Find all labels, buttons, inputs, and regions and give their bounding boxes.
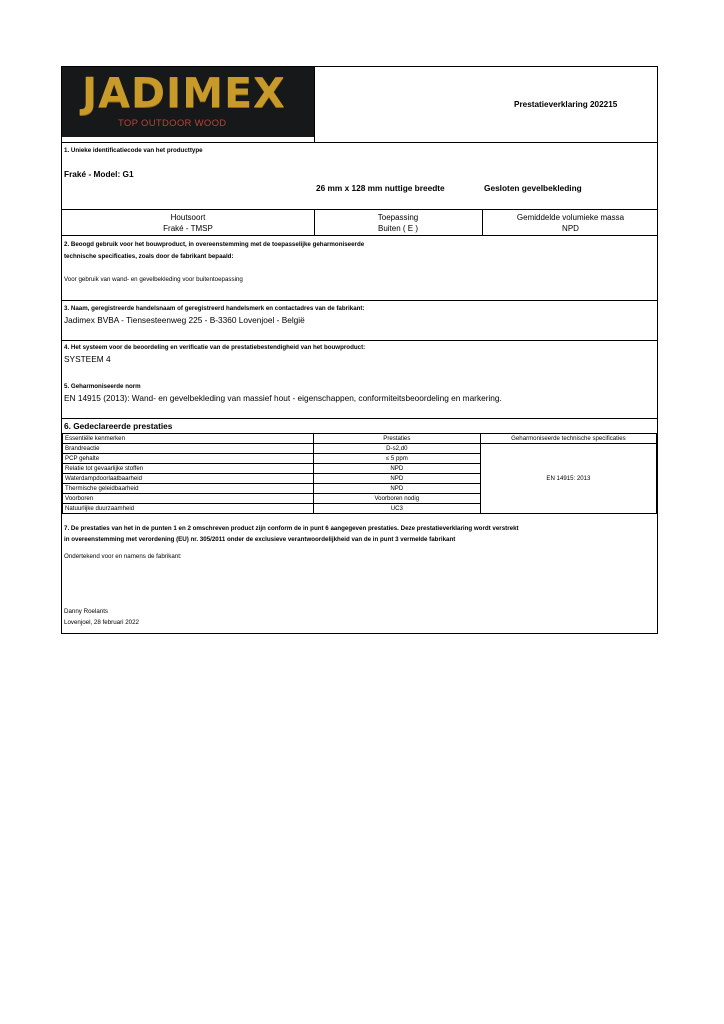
heading-line: 7. De prestaties van het in de punten 1 en 2 omschreven product zijn conform de in punt 6 aangegeven prestaties. Deze prestatieverklaring wordt verstrekt <box>64 525 519 532</box>
performance-table <box>62 433 657 514</box>
characteristic-cell: Brandreactie <box>63 444 314 454</box>
performance-cell: ≤ 5 ppm <box>313 454 480 464</box>
property-value: Fraké - TMSP <box>163 224 213 233</box>
section-7-heading <box>64 523 519 545</box>
assessment-system: SYSTEEM 4 <box>64 354 111 364</box>
performance-cell: NPD <box>313 474 480 484</box>
section-2 <box>62 235 657 300</box>
property-value: Buiten ( E ) <box>377 224 418 233</box>
property-label: Houtsoort <box>170 213 206 222</box>
characteristic-cell: PCP gehalte <box>63 454 314 464</box>
logo-text: JADIMEX <box>82 69 286 117</box>
performance-cell: Voorboren nodig <box>313 494 480 504</box>
characteristic-cell: Voorboren <box>63 494 314 504</box>
heading-line: in overeenstemming met verordening (EU) nr. 305/2011 onder de exclusieve verantwoordelijkheid van de in punt 3 vermelde fabrikant <box>64 536 456 543</box>
manufacturer-address: Jadimex BVBA - Tiensesteenweg 225 - B-3360 Lovenjoel - België <box>64 315 305 325</box>
property-label: Toepassing <box>377 213 419 222</box>
company-logo <box>62 67 314 137</box>
declaration-document <box>61 66 658 634</box>
harmonised-standard: EN 14915 (2013): Wand- en gevelbekleding van massief hout - eigenschappen, conformiteitsbeoordeling en markering. <box>64 393 502 403</box>
section-5-heading: 5. Geharmoniseerde norm <box>64 383 141 390</box>
performance-cell: UC3 <box>313 504 480 514</box>
section-4-5 <box>62 340 657 418</box>
signer-name: Danny Roelants <box>64 608 109 615</box>
column-header: Geharmoniseerde technische specificaties <box>480 434 656 444</box>
column-header: Prestaties <box>313 434 480 444</box>
characteristic-cell: Relatie tot gevaarlijke stoffen <box>63 464 314 474</box>
section-1-heading: 1. Unieke identificatiecode van het producttype <box>64 147 203 154</box>
property-density <box>482 212 659 234</box>
heading-line: technische specificaties, zoals door de fabrikant bepaald: <box>64 253 234 260</box>
specification-cell: EN 14915: 2013 <box>480 444 656 514</box>
section-3-heading: 3. Naam, geregistreerde handelsnaam of geregistreerd handelsmerk en contactadres van de fabrikant: <box>64 305 365 312</box>
column-header: Essentiële kenmerken <box>63 434 314 444</box>
performance-cell: D-s2,d0 <box>313 444 480 454</box>
section-2-heading <box>64 239 364 263</box>
properties-row <box>62 209 657 235</box>
characteristic-cell: Waterdampdoorlaatbaarheid <box>63 474 314 484</box>
section-7 <box>62 520 657 634</box>
performance-cell: NPD <box>313 484 480 494</box>
logo-subtitle: TOP OUTDOOR WOOD <box>118 118 227 129</box>
section-3 <box>62 300 657 340</box>
section-6-heading: 6. Gedeclareerde prestaties <box>64 421 173 431</box>
characteristic-cell: Thermische geleidbaarheid <box>63 484 314 494</box>
property-wood-type <box>62 212 314 234</box>
section-4-heading: 4. Het systeem voor de beoordeling en verificatie van de prestatiebestendigheid van het bouwproduct: <box>64 344 366 351</box>
property-label: Gemiddelde volumieke massa <box>516 213 625 222</box>
property-value: NPD <box>562 224 579 233</box>
performance-cell: NPD <box>313 464 480 474</box>
characteristic-cell: Natuurlijke duurzaamheid <box>63 504 314 514</box>
table-header-row <box>63 434 657 444</box>
divider <box>314 67 315 142</box>
signed-for-label: Ondertekend voor en namens de fabrikant: <box>64 553 182 560</box>
section-6-header <box>62 418 657 433</box>
section-1 <box>62 142 657 209</box>
document-title: Prestatieverklaring 202215 <box>514 100 618 109</box>
table-row <box>63 444 657 454</box>
product-size: 26 mm x 128 mm nuttige breedte <box>316 183 445 193</box>
place-date: Lovenjoel, 28 februari 2022 <box>64 619 139 626</box>
performance-table-wrap <box>62 433 657 521</box>
header <box>62 67 657 142</box>
product-name: Fraké - Model: G1 <box>64 169 134 179</box>
product-type: Gesloten gevelbekleding <box>484 183 582 193</box>
property-application <box>314 212 482 234</box>
heading-line: 2. Beoogd gebruik voor het bouwproduct, in overeenstemming met de toepasselijke geharmoniseerde <box>64 241 365 248</box>
intended-use: Voor gebruik van wand- en gevelbekleding voor buitentoepassing <box>64 276 243 283</box>
